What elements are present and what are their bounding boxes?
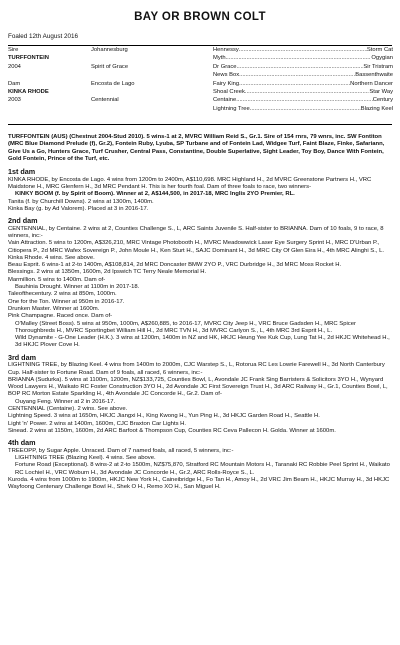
progeny-entry: Kinka Bay (g. by Ad Valorem). Placed at 3 in 2016-17.: [8, 205, 149, 212]
progeny-entry: TREEOPP, by Sugar Apple. Unraced. Dam of 7 named foals, all raced, 5 winners, inc:-: [8, 447, 234, 454]
sire-name: TURFFONTEIN: [8, 55, 49, 62]
progeny-entry: Kinka Rhode. 4 wins. See above.: [8, 254, 95, 261]
grandparent: Encosta de Lago: [91, 80, 135, 87]
catalogue-body: [8, 134, 392, 491]
progeny-entry: LIGHTNING TREE, by Blazing Keel. 4 wins from 1400m to 2000m, CJC Warstep S., L, Rotorua RC Les Lowrie Farewell H., 3d North Canterbury Cup. Half-sister to Fortune Road. Dam of 9 foals, all raced, 6 winners, inc:-: [8, 362, 385, 376]
progeny-entry: CENTENNIAL, by Centaine. 2 wins at 2, Counties Challenge S., L, ARC Saints Juvenile S. Half-sister to BRIANNA. Dam of 10 foals, 9 to race, 8 winners, inc:-: [8, 225, 384, 239]
progeny-entry: O'Malley (Street Boss). 5 wins at 950m, 1000m, A$260,885, to 2016-17, MVRC City Jeep H., VRC Bruce Gadsden H., MRC Spicer Thoroughbreds H., MVRC Sportingbet William Hill H., 2d MRC TVN H., 3d MVRC Carlyon S., L, 4th MRC 3rd Esprit H., L.: [15, 320, 356, 334]
progeny-entry: Pink Champagne. Raced once. Dam of-: [8, 313, 113, 320]
progeny-entry: Fortune Road (Exceptional). 8 wins-2 at 2-to 1500m, NZ$75,870, Stratford RC Mountain Motors H., Taranaki RC Robbie Peel Sprint H., Waikato RC Lochiel H., VRC Woburn H., 3d Avondale JC Concorde H., Gr.2, ARC Rolls-Royce S., L.: [15, 462, 390, 476]
page-title: BAY OR BROWN COLT: [134, 11, 266, 23]
progeny-entry: BRIANNA (Sudurka). 5 wins at 1100m, 1200m, NZ$133,725, Counties Bowl, L, Avondale JC Frank Sing Barristers & Solicitors 3YO H., Wynyard Wood Lawyers H., Waikato RC Foster Construction 3YO H., 2d Avondale JC First Sovereign Trust H., 3d ARC Railway H., Gr.1, Counties Bowl, L, BOP RC Morton Estate Sparkling H., 4th Avondale JC Concorde H., Gr.2. Dam of-: [8, 376, 388, 398]
dam-name: KINKA RHODE: [8, 88, 49, 95]
pedigree-pair: Shoal Creek ..... Star Way: [213, 88, 393, 96]
pedigree-great-grandparents: [213, 46, 393, 113]
progeny-entry: Wild Dynamite - G-One Leader (H.K.). 3 wins at 1200m, 1400m in NZ and HK, HKJC Heung Yee Kuk Cup, Lung Tat H., 2d HKJC Whitehead H., 3d HKJC Plover Cove H.: [15, 335, 390, 349]
progeny-entry: Drunken Master. Winner at 1600m.: [8, 305, 100, 312]
section-heading: 1st dam: [8, 167, 36, 177]
pedigree-parents: [8, 46, 63, 105]
progeny-entry: Tanita (f. by Churchill Downs). 2 wins at 1300m, 1400m.: [8, 198, 154, 205]
progeny-entry: Light 'n' Power. 2 wins at 1400m, 1600m, CJC Braxton Car Lights H.: [8, 420, 187, 427]
grandparent: Spirit of Grace: [91, 63, 129, 70]
progeny-entry: Sinead. 2 wins at 1150m, 1600m, 2d ARC Barfoot & Thompson Cup, Counties RC Ceva Pallecon H. Golda. Winner at 1600m.: [8, 427, 336, 434]
pedigree-grandparents: [91, 46, 191, 105]
progeny-entry: Ouyang Feng. Winner at 2 in 2016-17.: [15, 398, 116, 405]
progeny-entry: KINKY BOOM (f. by Spirit of Boom). Winner at 2, A$144,500, in 2017-18, MRC Inglis 2YO Premier, RL.: [15, 191, 295, 198]
section-heading: 2nd dam: [8, 216, 38, 226]
progeny-entry: LIGHTNING TREE (Blazing Keel). 4 wins. See above.: [15, 454, 156, 461]
progeny-entry: Marmillion. 5 wins to 1400m. Dam of-: [8, 276, 106, 283]
dam-year: 2003: [8, 97, 21, 104]
grandparent: Centennial: [91, 97, 119, 104]
progeny-entry: Blessings. 2 wins at 1350m, 1600m, 2d Ipswich TC Terry Neale Memorial H.: [8, 269, 207, 276]
progeny-entry: Bauhinia Drought. Winner at 1100m in 2017-18.: [15, 284, 140, 291]
pedigree-pair: Hennessy ..... Storm Cat: [213, 46, 393, 54]
progeny-entry: KINKA RHODE, by Encosta de Lago. 4 wins from 1200m to 2400m, A$110,698. MRC Highland H., 2d MVRC Greenstone Partners H., VRC Maidstone H., MRC Glenfern H., 3d MRC Pendant H. This is her fourth foal. Dam of three foals to race, two winners-: [8, 176, 372, 190]
progeny-entry: CENTENNIAL (Centaine). 2 wins. See above.: [8, 406, 128, 412]
dam-sections: [8, 168, 392, 491]
sire-year: 2004: [8, 63, 21, 70]
pedigree-pair: Myth ..... Ogygian: [213, 54, 393, 62]
sire-label: Sire: [8, 47, 19, 53]
progeny-entry: Vain Attraction. 5 wins to 1200m, A$326,210, MRC Vintage Photobooth H., MVRC Meadowwick Laser Eye Surgery Sprint H., MRC D'Urban P., Citiopera P., 2d MRC Wafex Sovereign P., John Moule H., Ken Sturt H., SAJC Dominant H., 3d MRC City Of Glen Eira H., 4th MRC Alinghi S., L.: [8, 240, 385, 254]
foaled-date: Foaled 12th August 2016: [8, 33, 79, 40]
section-heading: 4th dam: [8, 438, 36, 448]
progeny-entry: Beau Esprit. 6 wins-1 at 2-to 1400m, A$108,814, 2d MRC Doncaster BMW 2YO P., VRC Durbridge H., 3d MRC Moss Rocket H.: [8, 262, 342, 269]
sire-summary: TURFFONTEIN (AUS) (Chestnut 2004-Stud 2010). 5 wins-1 at 2, MVRC William Reid S., Gr.1. Sire of 154 rnrs, 79 wnrs, inc. SW Fontiton (MRC Blue Diamond Prelude (f), Gr.2), Fontein Ruby, Lyuba, SP Turbane and of Fontein Lad, Widgee Turf, Faint Blaze, Finke, Safariann, Give Us a Go, Hunters Grace, Turf Crusher, Central Pass, Constantine, Double Superlative, Sight Leader, Toy Boy, Dance With Fontein, Gold Fontein, Prince of the Turf, etc.: [8, 134, 385, 162]
progeny-entry: Lightning Speed. 3 wins at 1650m, HKJC Jiangxi H., King Kwong H., Yun Ping H., 3d HKJC Garden Road H., Seattle H.: [8, 413, 320, 420]
pedigree-pair: Dr Grace ..... Sir Tristram: [213, 63, 393, 71]
pedigree-pair: News Box ..... Bassenthwaite: [213, 71, 393, 79]
pedigree-table: [8, 45, 392, 125]
pedigree-pair: Fairy King ..... Northern Dancer: [213, 80, 393, 88]
pedigree-pair: Lightning Tree ..... Blazing Keel: [213, 105, 393, 113]
dam-label: Dam: [8, 80, 21, 87]
section-heading: 3rd dam: [8, 352, 36, 362]
grandparent: Johannesburg: [91, 47, 128, 53]
progeny-entry: One for the Ton. Winner at 950m in 2016-17.: [8, 298, 125, 305]
progeny-entry: Kuroda. 4 wins from 1000m to 1900m, HKJC New York H., Caineibridge H., Fo Tan H., Amoy H., 2d VRC Jim Beam H., HKJC Murray H., 3d HKJC Wayfoong Centenary Challenge Bowl H., Shek O H., Remo XO H., San Miguel H.: [8, 476, 390, 491]
progeny-entry: Taleofthecentury. 2 wins at 850m, 1000m.: [8, 291, 117, 298]
pedigree-pair: Centaine ..... Century: [213, 96, 393, 104]
